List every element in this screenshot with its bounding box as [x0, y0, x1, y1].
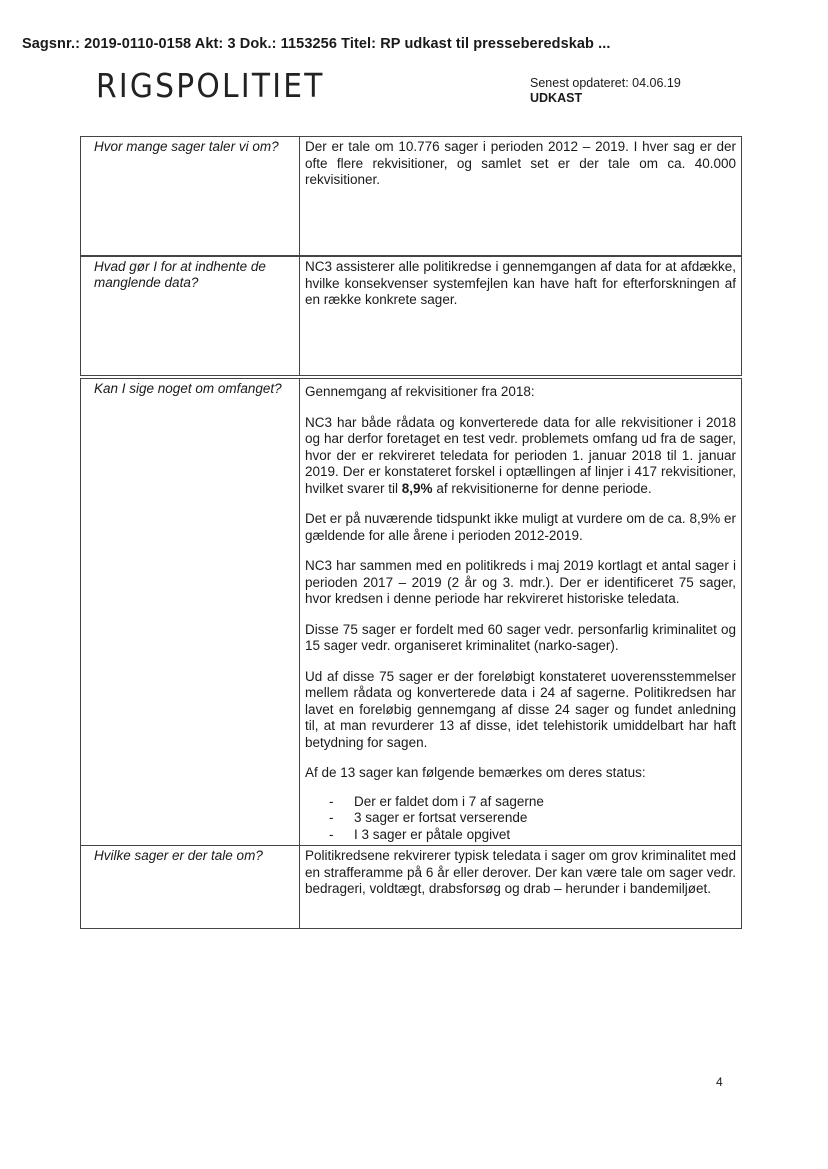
question-cell: Hvilke sager er der tale om?: [81, 846, 300, 929]
qa-table-3: [80, 378, 742, 929]
last-updated: Senest opdateret: 04.06.19: [530, 76, 681, 90]
question-cell: Kan I sige noget om omfanget?: [81, 379, 300, 846]
table-row: [81, 137, 742, 256]
answer-paragraph: Det er på nuværende tidspunkt ikke muligt at vurdere om de ca. 8,9% er gældende for alle årene i perioden 2012-2019.: [305, 511, 736, 543]
page-number: 4: [716, 1075, 723, 1089]
answer-paragraph: NC3 har sammen med en politikreds i maj 2019 kortlagt et antal sager i perioden 2017 – 2019 (2 år og 3. mdr.). Der er identificeret 75 sager, hvor kredsen i denne periode har rekvireret historiske teledata.: [305, 558, 736, 606]
qa-table-2: [80, 256, 742, 376]
table-row: [81, 379, 742, 846]
question-cell: Hvad gør I for at indhente de manglende data?: [81, 257, 300, 376]
case-header: Sagsnr.: 2019-0110-0158 Akt: 3 Dok.: 1153256 Titel: RP udkast til presseberedskab ...: [22, 36, 611, 52]
answer-paragraph: Ud af disse 75 sager er der foreløbigt konstateret uoverensstemmelser mellem rådata og konverterede data i 24 af sagerne. Politikredsen har lavet en foreløbig gennemgang af disse 24 sager og fundet anledning til, at man revurderer 13 af disse, idet telehistorik umiddelbart har haft betydning for sagen.: [305, 668, 736, 750]
question-cell: Hvor mange sager taler vi om?: [81, 137, 300, 256]
answer-paragraph: NC3 har både rådata og konverterede data for alle rekvisitioner i 2018 og har derfor foretaget en test vedr. problemets omfang ud fra de sager, hvor der er rekvireret teledata for perioden 1. januar 2018 til 1. januar 2019. Der er konstateret forskel i optællingen af linjer i 417 rekvisitioner, hvilket svarer til 8,9% af rekvisitionerne for denne periode.: [305, 414, 736, 496]
answer-cell: [300, 846, 742, 929]
table-row: [81, 846, 742, 929]
answer-paragraph: NC3 assisterer alle politikredse i gennemgangen af data for at afdække, hvilke konsekvenser systemfejlen kan have haft for efterforskningen af en række konkrete sager.: [305, 259, 736, 307]
answer-paragraph: Gennemgang af rekvisitioner fra 2018:: [305, 384, 535, 399]
status-list: [305, 794, 736, 844]
table-row: [81, 257, 742, 376]
answer-cell: [300, 137, 742, 256]
answer-paragraph: Der er tale om 10.776 sager i perioden 2012 – 2019. I hver sag er der ofte flere rekvisitioner, og samlet set er der tale om ca. 40.000 rekvisitioner.: [305, 139, 736, 187]
list-item: - Der er faldet dom i 7 af sagerne: [329, 794, 736, 811]
qa-table-1: [80, 136, 742, 256]
rigspolitiet-logo: RIGSPOLITIET: [96, 66, 325, 105]
update-info: [530, 76, 681, 106]
draft-status: UDKAST: [530, 91, 583, 105]
list-item: - I 3 sager er påtale opgivet: [329, 827, 736, 844]
answer-paragraph: Af de 13 sager kan følgende bemærkes om deres status:: [305, 765, 646, 780]
answer-cell: [300, 257, 742, 376]
percentage-highlight: 8,9%: [401, 480, 433, 496]
answer-paragraph: Politikredsene rekvirerer typisk teledata i sager om grov kriminalitet med en strafferamme på 6 år eller derover. Der kan være tale om sager vedr. bedrageri, voldtægt, drabsforsøg og drab – herunder i bandemiljøet.: [305, 848, 736, 896]
answer-cell: [300, 379, 742, 846]
answer-paragraph: Disse 75 sager er fordelt med 60 sager vedr. personfarlig kriminalitet og 15 sager vedr. organiseret kriminalitet (narko-sager).: [305, 621, 736, 653]
list-item: - 3 sager er fortsat verserende: [329, 810, 736, 827]
